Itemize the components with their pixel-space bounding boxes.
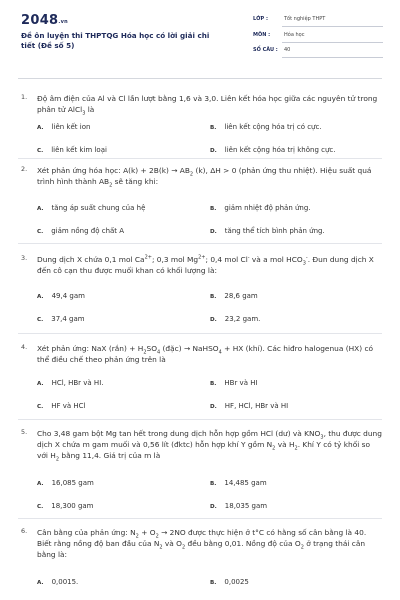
option-b[interactable]: B. 28,6 gam xyxy=(210,292,258,300)
option-d[interactable]: D. liên kết cộng hóa trị không cực. xyxy=(210,146,336,154)
question-text: Cân bằng của phản ứng: $N_2 + O_2 \to 2NO$ được thực hiện ở t°C có hằng số cân bằng là 40. Biết rằng nồng độ ban đầu của $N_2$ và $O_2$ đều bằng 0,01. Nồng độ của $O_2$ ở trạng thái cân bằng là: xyxy=(37,528,367,559)
option-c[interactable]: C. liên kết kim loại xyxy=(37,146,107,154)
option-b[interactable]: B. 14,485 gam xyxy=(210,479,267,487)
question-number: 6. xyxy=(21,527,28,535)
meta-count-value: 40 xyxy=(284,47,291,53)
meta-class xyxy=(253,13,383,27)
option-a[interactable]: A. 49,4 gam xyxy=(37,292,85,300)
question-number: 4. xyxy=(21,343,28,351)
option-d[interactable]: D. 18,035 gam xyxy=(210,502,268,510)
meta-class-label: LỚP : xyxy=(253,16,268,22)
option-c[interactable]: C. 37,4 gam xyxy=(37,315,85,323)
option-c[interactable]: C. giảm nồng độ chất A xyxy=(37,227,125,235)
question-text: Độ âm điện của Al và Cl lần lượt bằng 1,6 và 3,0. Liên kết hóa học giữa các nguyên tử trong phân tử AlCl$_3$ là xyxy=(37,94,378,117)
option-a[interactable]: A. HCl, HBr và HI. xyxy=(37,379,104,387)
option-d[interactable]: D. tăng thể tích bình phản ứng. xyxy=(210,227,325,235)
option-c[interactable]: C. HF và HCl xyxy=(37,402,86,410)
document-header xyxy=(0,0,400,78)
question-text: Xét phản ứng: NaX (rắn) + $H_2SO_4$ (đặc) → NaHSO$_4$ + HX (khí). Các hiđro halogenua (HX) có thể điều chế theo phản ứng trên là xyxy=(37,344,374,364)
question-divider xyxy=(18,518,382,519)
option-b[interactable]: B. liên kết cộng hóa trị có cực. xyxy=(210,123,322,131)
meta-subject-value: Hóa học xyxy=(284,32,305,38)
question-number: 1. xyxy=(21,93,28,101)
meta-underline xyxy=(282,57,383,58)
site-logo[interactable] xyxy=(21,13,68,28)
question-divider xyxy=(18,158,382,159)
question-divider xyxy=(18,243,382,244)
meta-question-count xyxy=(253,44,383,58)
question-divider xyxy=(18,419,382,420)
logo-text: 2048 xyxy=(21,13,59,28)
option-a[interactable]: A. 0,0015. xyxy=(37,578,79,586)
option-b[interactable]: B. giảm nhiệt độ phản ứng. xyxy=(210,204,311,212)
option-a[interactable]: A. tăng áp suất chung của hệ xyxy=(37,204,146,212)
question-divider xyxy=(18,333,382,334)
question-text: Dung dịch X chứa 0,1 mol $Ca^{2+}$; 0,3 mol $Mg^{2+}$; 0,4 mol Cl- và a mol $HCO_3^-$. Đun dung dịch X đến cô cạn thu được muối khan có khối lượng là: xyxy=(37,254,374,275)
option-b[interactable]: B. 0,0025 xyxy=(210,578,249,586)
option-a[interactable]: A. liên kết ion xyxy=(37,123,91,131)
meta-subject xyxy=(253,29,383,43)
meta-subject-label: MÔN : xyxy=(253,32,271,38)
logo-suffix: .vn xyxy=(58,19,69,25)
question-text: Cho 3,48 gam bột Mg tan hết trong dung dịch hỗn hợp gồm HCl (dư) và $KNO_3$, thu được dung dịch X chứa m gam muối và 0,56 lít (đktc) hỗn hợp khí Y gồm $N_2$ và $H_2$. Khí Y có tỷ khối so với $H_2$ bằng 11,4. Giá trị của m là xyxy=(37,429,382,463)
meta-class-value: Tốt nghiệp THPT xyxy=(284,16,326,22)
meta-underline xyxy=(282,26,383,27)
question-number: 2. xyxy=(21,165,28,173)
question-number: 5. xyxy=(21,428,28,436)
option-a[interactable]: A. 16,085 gam xyxy=(37,479,94,487)
option-d[interactable]: D. HF, HCl, HBr và HI xyxy=(210,402,289,410)
option-d[interactable]: D. 23,2 gam. xyxy=(210,315,261,323)
meta-count-label: SỐ CÂU : xyxy=(253,47,278,53)
document-title: Đề ôn luyện thi THPTQG Hóa học có lời giải chi tiết (Đề số 5) xyxy=(21,31,210,50)
question-text: Xét phản ứng hóa học: $A(k) + 2B(k) \to AB_2$ (k), ΔH > 0 (phản ứng thu nhiệt). Hiệu suất quá trình hình thành $AB_2$ sẽ tăng khi: xyxy=(37,166,372,189)
option-b[interactable]: B. HBr và HI xyxy=(210,379,258,387)
option-c[interactable]: C. 18,300 gam xyxy=(37,502,94,510)
question-number: 3. xyxy=(21,254,28,262)
header-divider xyxy=(18,78,382,79)
meta-underline xyxy=(282,42,383,43)
